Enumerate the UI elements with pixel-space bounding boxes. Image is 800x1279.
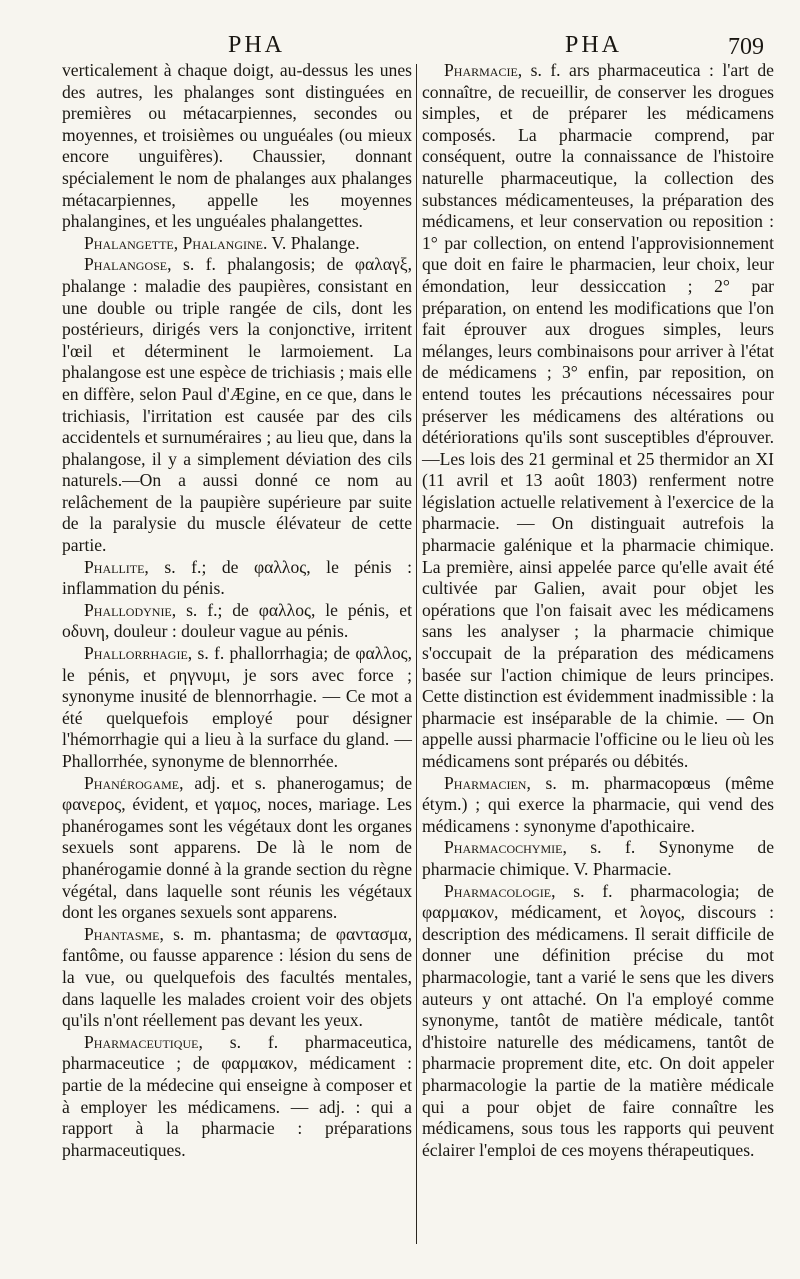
entry-text: s. f.; de φαλλος, le pénis : inflammation du pénis. [62,556,412,599]
dictionary-entry [62,233,412,255]
dictionary-entry [62,773,412,924]
entry-headword: Pharmacien, [444,772,531,793]
entry-headword: Pharmaceutique, [84,1031,203,1052]
entry-text: s. f. Synonyme de pharmacie chimique. V. Pharmacie. [422,837,774,879]
entry-headword: Phalangose, [84,254,172,275]
entry-text: adj. et s. phanerogamus; de φανερος, évident, et γαμος, noces, mariage. Les phanérogames sont les végétaux dont les organes sexuels sont apparens. De là le nom de phanérogamie donné à la grande section du règne végétal, dans laquelle sont réunis les végétaux dont les organes sexuels sont apparens. [62,772,412,923]
page-number: 709 [728,34,764,60]
dictionary-entry [62,254,412,556]
dictionary-entry [422,881,774,1162]
entry-text: s. m. phantasma; de φαντασμα, fantôme, ou fausse apparence : lésion du sens de la vue, ou quelquefois des facultés mentales, dans laquelle les malades croient voir des objets qu'ils n'ont réellement pas devant les yeux. [62,923,412,1031]
dictionary-entry [62,557,412,600]
entry-headword: Pharmacologie, [444,880,556,901]
entry-headword: Phanérogame, [84,772,184,793]
entry-headword: Phallorrhagie, [84,643,193,664]
dictionary-entry [422,837,774,880]
entry-headword: Phantasme, [84,923,164,944]
entry-text: s. f. phallorrhagia; de φαλλος, le pénis, et ρηγνυμι, je sors avec force ; synonyme inusité de blennorrhagie. — Ce mot a été quelquefois employé pour désigner l'hémorrhagie qui a lieu à la surface du gland. — Phallorrhée, synonyme de blennorrhée. [62,643,412,771]
dictionary-entry [62,600,412,643]
right-running-head: PHA [565,32,623,58]
entry-headword: Pharmacie, [444,60,523,80]
entry-text: s. m. pharmacopœus (même étym.) ; qui exerce la pharmacie, qui vend des médicamens : synonyme d'apothicaire. [422,772,774,836]
entry-headword: Phalangette, Phalangine. [84,232,268,253]
dictionary-entry [62,643,412,773]
entry-text: V. Phalange. [267,232,360,253]
entry-headword: Phallodynie, [84,599,177,620]
column-divider [416,64,417,1244]
left-column [62,60,412,1161]
entry-headword: Pharmacochymie, [444,837,567,858]
entry-text: s. f. pharmaceutica, pharmaceutice ; de φαρμακον, médicament : partie de la médecine qui enseigne à composer et à employer les médicamens. — adj. : qui a rapport à la pharmacie : préparations pharmaceutiques. [62,1031,412,1160]
dictionary-entry [62,1032,412,1162]
entry-text: s. f. pharmacologia; de φαρμακον, médicament, et λογος, discours : description des médicamens. Il serait difficile de donner une définition précise du mot pharmacologie, tant a varié le sens que les divers auteurs y ont attaché. On l'a employé comme synonyme, tantôt de matière médicale, tantôt d'histoire naturelle des médicamens, tantôt de pharmacie proprement dite, etc. On doit appeler pharmacologie la partie de la matière médicale qui a pour objet de faire connaître les médicamens, sous tous les rapports qui peuvent éclairer l'emploi de ces moyens thérapeutiques. [422,880,774,1160]
right-column [422,60,774,1161]
entry-text: s. f.; de φαλλος, le pénis, et οδυνη, douleur : douleur vague au pénis. [62,599,412,642]
dictionary-entry [62,924,412,1032]
dictionary-entry [422,773,774,838]
entry-text: s. f. ars pharmaceutica : l'art de connaître, de recueillir, de conserver les drogues simples, et de préparer les médicamens composés. La pharmacie comprend, par conséquent, outre la connaissance de l'histoire naturelle pharmaceutique, la collection des substances médicamenteuses, la préparation des médicamens, et leur conservation ou reposition : 1° par collection, on entend l'approvisionnement que doit en faire le pharmacien, leur choix, leur émondation, leur dessiccation ; 2° par préparation, on entend les modifications que l'on fait éprouver aux drogues simples, leurs mélanges, leurs combinaisons pour arriver à l'état de médicamens ; 3° enfin, par reposition, on entend toutes les précautions nécessaires pour préserver les médicamens des altérations ou détériorations qu'ils sont susceptibles d'éprouver.—Les lois des 21 germinal et 25 thermidor an XI (11 avril et 13 août 1803) renferment notre législation actuelle relativement à l'exercice de la pharmacie. — On distinguait autrefois la pharmacie galénique et la pharmacie chimique. La première, ainsi appelée parce qu'elle avait été cultivée par Galien, avait pour objet les opérations que l'on faisait avec les médicamens sans les analyser ; la pharmacie chimique s'occupait de la préparation des médicamens basée sur l'action chimique de leurs principes. Cette distinction est évidemment inadmissible : la pharmacie est inséparable de la chimie. — On appelle aussi pharmacie l'officine ou le lieu où les médicamens sont préparés ou débités. [422,60,774,771]
entry-headword: Phallite, [84,556,149,577]
dictionary-entry [422,60,774,773]
entry-continuation: verticalement à chaque doigt, au-dessus les unes des autres, les phalanges sont distinguées en premières ou métacarpiennes, secondes ou moyennes, et troisièmes ou unguéales (ou mieux encore unguifères). Chaussier, donnant spécialement le nom de phalanges aux phalanges métacarpiennes, appelle les moyennes phalangines, et les unguéales phalangettes. [62,60,412,232]
entry-text: s. f. phalangosis; de φαλαγξ, phalange : maladie des paupières, consistant en une double ou triple rangée de cils, dont les postérieurs, dirigés vers la conjonctive, irritent l'œil et déterminent le larmoiement. La phalangose est une espèce de trichiasis ; mais elle en diffère, selon Paul d'Ægine, en ce que, dans le trichiasis, l'irritation est causée par des cils accidentels et surnuméraires ; au lieu que, dans la phalangose, il y a simplement déviation des cils naturels.—On a aussi donné ce nom au relâchement de la paupière supérieure par suite de la paralysie du muscle élévateur de cette partie. [62,254,412,556]
left-running-head: PHA [228,32,286,58]
